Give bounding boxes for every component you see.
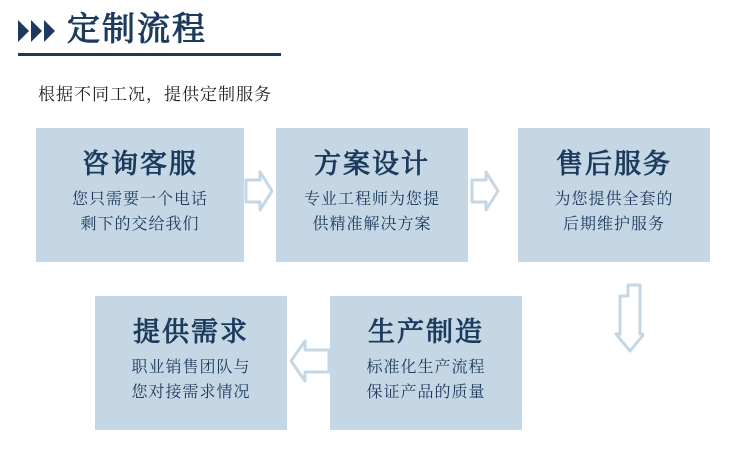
step-description-line: 职业销售团队与 — [131, 359, 251, 377]
step-description-line: 剩下的交给我们 — [80, 215, 200, 233]
step-description — [554, 188, 673, 238]
step-description-line: 为您提供全套的 — [554, 191, 674, 209]
step-description-line: 后期维护服务 — [562, 215, 665, 233]
step-description-line: 标准化生产流程 — [366, 359, 486, 377]
process-step-box — [276, 128, 468, 262]
arrow-left-icon — [289, 338, 331, 384]
step-title: 方案设计 — [314, 149, 430, 180]
process-step-box — [330, 296, 522, 430]
process-step-box — [518, 128, 710, 262]
page-subtitle: 根据不同工况，提供定制服务 — [38, 85, 272, 104]
step-description-line: 您对接需求情况 — [131, 383, 251, 401]
arrow-right-icon — [244, 170, 274, 212]
step-description-line: 供精准解决方案 — [312, 215, 432, 233]
arrow-right-icon — [470, 170, 500, 212]
step-description — [366, 356, 485, 406]
step-description — [304, 188, 440, 238]
page-title: 定制流程 — [67, 10, 207, 47]
step-description-line: 您只需要一个电话 — [71, 191, 208, 209]
step-description-line: 保证产品的质量 — [366, 383, 486, 401]
page-header — [18, 12, 207, 45]
process-step-box — [95, 296, 287, 430]
step-title: 售后服务 — [556, 149, 672, 180]
step-title: 咨询客服 — [82, 149, 198, 180]
arrow-curve-down-icon — [594, 282, 644, 354]
step-title: 提供需求 — [133, 317, 249, 348]
process-step-box — [36, 128, 244, 262]
double-chevron-right-icon — [18, 20, 57, 42]
step-title: 生产制造 — [368, 317, 484, 348]
step-description — [131, 356, 250, 406]
title-underline — [18, 53, 281, 56]
step-description — [72, 188, 208, 238]
step-description-line: 专业工程师为您提 — [303, 191, 440, 209]
